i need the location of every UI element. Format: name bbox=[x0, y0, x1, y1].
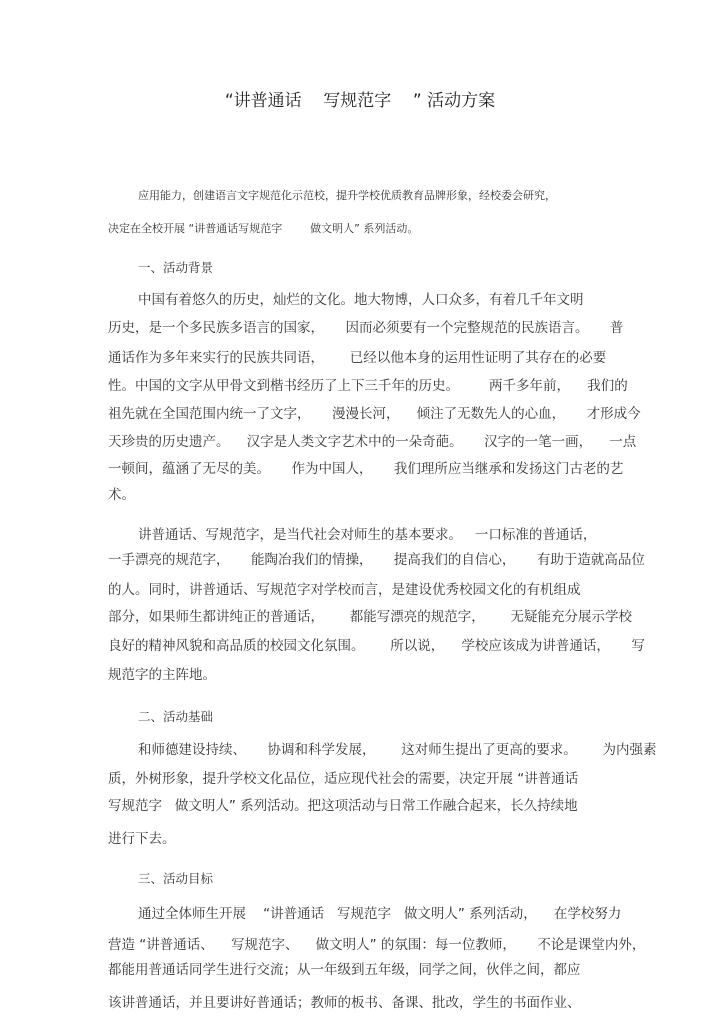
paragraph-line: 质，外树形象，提升学校文化品位，适应现代社会的需要，决定开展 “讲普通话 bbox=[108, 771, 579, 787]
paragraph-line: 一顿间，蕴涵了无尽的美。 作为中国人， 我们理所应当继承和发扬这门古老的艺 bbox=[108, 461, 624, 477]
paragraph-line: 讲普通话、写规范字，是当代社会对师生的基本要求。 一口标准的普通话， bbox=[138, 527, 597, 543]
paragraph-line: 该讲普通话，并且要讲好普通话；教师的板书、备课、批改，学生的书面作业、 bbox=[108, 995, 581, 1011]
intro-line: 应用能力，创建语言文字规范化示范校，提升学校优质教育品牌形象，经校委会研究， bbox=[138, 189, 556, 202]
paragraph-line: 祖先就在全国范围内统一了文字， 漫漫长河， 倾注了无数先人的心血， 才形成今 bbox=[108, 406, 641, 422]
paragraph-line: 和师德建设持续、 协调和科学发展， 这对师生提出了更高的要求。 为内强素 bbox=[138, 742, 657, 758]
paragraph-line: 术。 bbox=[108, 487, 135, 503]
intro-line: 决定在全校开展 “讲普通话写规范字 做文明人” 系列活动。 bbox=[108, 222, 419, 235]
paragraph-line: 都能用普通话同学生进行交流；从一年级到五年级，同学之间，伙伴之间，都应 bbox=[108, 962, 581, 978]
paragraph-line: 规范字的主阵地。 bbox=[108, 667, 216, 683]
paragraph-line: 营造 “讲普通话、 写规范字、 做文明人” 的氛围：每一位教师， 不论是课堂内外， bbox=[108, 937, 646, 953]
paragraph-line: 通话作为多年来实行的民族共同语， 已经以他本身的运用性证明了其存在的必要 bbox=[108, 350, 607, 366]
paragraph-line: 天珍贵的历史遗产。 汉字是人类文字艺术中的一朵奇葩。 汉字的一笔一画， 一点 bbox=[108, 434, 637, 450]
paragraph-line: 写规范字 做文明人” 系列活动。把这项活动与日常工作融合起来，长久持续地 bbox=[108, 798, 578, 814]
section-heading: 一、活动背景 bbox=[138, 260, 214, 275]
paragraph-line: 一手漂亮的规范字， 能陶冶我们的情操， 提高我们的自信心， 有助于造就高品位 bbox=[108, 552, 645, 568]
paragraph-line: 通过全体师生开展 “讲普通话 写规范字 做文明人” 系列活动， 在学校努力 bbox=[138, 906, 622, 922]
document-title: “讲普通话 写规范字 ” 活动方案 bbox=[224, 91, 496, 111]
paragraph-line: 进行下去。 bbox=[108, 831, 176, 847]
paragraph-line: 部分，如果师生都讲纯正的普通话， 都能写漂亮的规范字， 无疑能充分展示学校 bbox=[108, 609, 632, 625]
paragraph-line: 中国有着悠久的历史，灿烂的文化。地大物博，人口众多，有着几千年文明 bbox=[138, 292, 584, 308]
paragraph-line: 的人。同时，讲普通话、写规范字对学校而言，是建设优秀校园文化的有机组成 bbox=[108, 582, 581, 598]
paragraph-line: 良好的精神风貌和高品质的校园文化氛围。 所以说， 学校应该成为讲普通话， 写 bbox=[108, 638, 645, 654]
paragraph-line: 历史，是一个多民族多语言的国家， 因而必须要有一个完整规范的民族语言。 普 bbox=[108, 320, 624, 336]
paragraph-line: 性。中国的文字从甲骨文到楷书经历了上下三千年的历史。 两千多年前， 我们的 bbox=[108, 378, 628, 394]
section-heading: 二、活动基础 bbox=[138, 709, 214, 724]
section-heading: 三、活动目标 bbox=[138, 871, 214, 886]
